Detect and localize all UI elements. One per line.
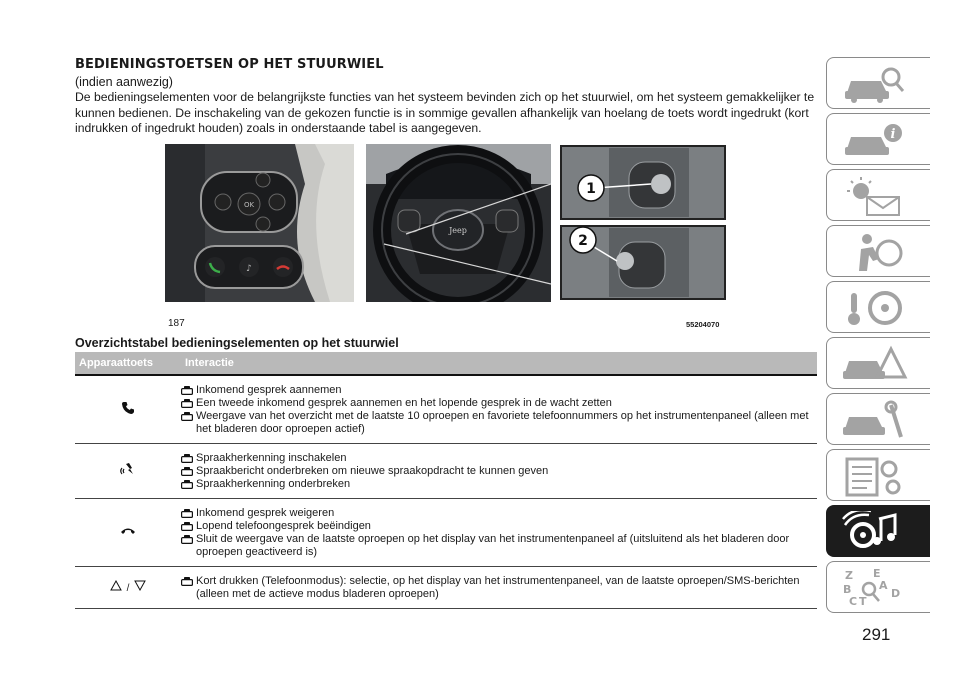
press-bullet-icon bbox=[181, 412, 193, 421]
interaction-cell bbox=[181, 499, 817, 567]
table-row bbox=[75, 499, 817, 567]
text-block bbox=[75, 57, 817, 137]
press-bullet-icon bbox=[181, 509, 193, 518]
interaction-line: Weergave van het overzicht met de laatste 10 oproepen en favoriete telefoonnummers op het instrumentenpaneel (alleen met het bladeren door oproepen actief) bbox=[196, 410, 809, 435]
rear-paddles-photo bbox=[559, 144, 727, 301]
interaction-cell bbox=[181, 444, 817, 499]
ok-label: OK bbox=[243, 201, 255, 209]
interaction-line: Een tweede inkomend gesprek aannemen en het lopende gesprek in de wacht zetten bbox=[196, 397, 612, 409]
warning-lights-icon bbox=[839, 175, 909, 217]
icon-cell bbox=[75, 499, 181, 567]
svg-text:i: i bbox=[890, 127, 896, 142]
figure-code: 55204070 bbox=[686, 320, 720, 329]
steering-wheel-photo bbox=[366, 144, 551, 302]
interaction-line: Inkomend gesprek aannemen bbox=[196, 384, 342, 396]
section-title: BEDIENINGSTOETSEN OP HET STUURWIEL bbox=[75, 57, 384, 72]
tab-emergency[interactable] bbox=[826, 337, 930, 389]
steering-starting-icon bbox=[839, 287, 909, 329]
emergency-car-icon bbox=[839, 343, 909, 385]
press-bullet-icon bbox=[181, 399, 193, 408]
svg-text:T: T bbox=[859, 595, 867, 608]
callout-2: 2 bbox=[578, 233, 588, 249]
maintenance-icon bbox=[839, 399, 909, 441]
press-bullet-icon bbox=[181, 522, 193, 531]
tab-car-info[interactable] bbox=[826, 113, 930, 165]
tab-knowing-your-car[interactable] bbox=[826, 57, 930, 109]
multimedia-icon bbox=[839, 511, 909, 553]
press-bullet-icon bbox=[181, 467, 193, 476]
voice-recognition-icon bbox=[120, 468, 136, 480]
down-arrow-icon bbox=[134, 582, 146, 594]
phone-answer-icon bbox=[121, 406, 135, 418]
svg-text:C: C bbox=[849, 595, 858, 608]
technical-data-icon bbox=[839, 455, 909, 497]
svg-text:A: A bbox=[879, 579, 888, 592]
svg-text:♪: ♪ bbox=[246, 264, 252, 274]
icon-cell bbox=[75, 375, 181, 444]
steering-wheel-figure bbox=[165, 144, 727, 304]
figure-number: 187 bbox=[168, 318, 185, 329]
svg-text:Z: Z bbox=[845, 569, 853, 582]
interaction-line: Sluit de weergave van de laatste oproepen op het display van het instrumentenpaneel af (uitsluitend als het bladeren door oproepen geactiveerd is) bbox=[196, 533, 790, 558]
phone-hangup-icon bbox=[120, 527, 136, 539]
table-row bbox=[75, 375, 817, 444]
press-bullet-icon bbox=[181, 577, 193, 586]
overview-table bbox=[75, 352, 817, 609]
airbag-seatbelt-icon bbox=[839, 231, 909, 273]
table-title: Overzichtstabel bedieningselementen op het stuurwiel bbox=[75, 336, 399, 350]
intro-paragraph: De bedieningselementen voor de belangrijkste functies van het systeem bevinden zich op het stuurwiel, om het systeem gemakkelijker te kunnen bedienen. De inschakeling van de gekozen functie is in sommige gevallen afhankelijk van hoelang de toets wordt ingedrukt (kort indrukken of ingedrukt houden) zoals in onderstaande tabel is aangegeven. bbox=[75, 90, 815, 136]
table-row bbox=[75, 567, 817, 609]
svg-text:E: E bbox=[873, 567, 881, 580]
press-bullet-icon bbox=[181, 480, 193, 489]
arrow-separator: / bbox=[126, 583, 130, 594]
icon-cell bbox=[75, 567, 181, 609]
press-bullet-icon bbox=[181, 386, 193, 395]
logo-text: Jeep bbox=[449, 226, 467, 235]
interaction-line: Spraakbericht onderbreken om nieuwe spraakopdracht te kunnen geven bbox=[196, 465, 549, 477]
table-row bbox=[75, 444, 817, 499]
press-bullet-icon bbox=[181, 454, 193, 463]
page-number: 291 bbox=[862, 625, 891, 644]
tab-starting-driving[interactable] bbox=[826, 281, 930, 333]
interaction-cell bbox=[181, 375, 817, 444]
tab-multimedia[interactable] bbox=[826, 505, 930, 557]
tab-index[interactable] bbox=[826, 561, 930, 613]
svg-text:D: D bbox=[891, 587, 901, 600]
interaction-line: Spraakherkenning onderbreken bbox=[196, 478, 351, 490]
tab-maintenance[interactable] bbox=[826, 393, 930, 445]
press-bullet-icon bbox=[181, 535, 193, 544]
tab-safety[interactable] bbox=[826, 225, 930, 277]
index-icon bbox=[839, 567, 909, 609]
interaction-line: Kort drukken (Telefoonmodus): selectie, op het display van het instrumentenpaneel, van de laatste oproepen/SMS-berichten (alleen met de actieve modus bladeren oproepen) bbox=[196, 575, 800, 600]
svg-text:B: B bbox=[843, 583, 852, 596]
interaction-line: Inkomend gesprek weigeren bbox=[196, 507, 335, 519]
interaction-cell bbox=[181, 567, 817, 609]
header-device-button: Apparaattoets bbox=[75, 352, 181, 375]
interaction-line: Spraakherkenning inschakelen bbox=[196, 452, 347, 464]
spoke-buttons-photo bbox=[165, 144, 354, 302]
car-info-icon bbox=[839, 119, 909, 161]
section-subtitle: (indien aanwezig) bbox=[75, 75, 173, 89]
interaction-line: Lopend telefoongesprek beëindigen bbox=[196, 520, 371, 532]
tab-warning-lights[interactable] bbox=[826, 169, 930, 221]
tab-technical-data[interactable] bbox=[826, 449, 930, 501]
table-header-row bbox=[75, 352, 817, 375]
callout-1: 1 bbox=[586, 181, 596, 197]
car-search-icon bbox=[839, 63, 909, 105]
icon-cell bbox=[75, 444, 181, 499]
header-interaction: Interactie bbox=[181, 352, 817, 375]
up-arrow-icon bbox=[110, 582, 122, 594]
